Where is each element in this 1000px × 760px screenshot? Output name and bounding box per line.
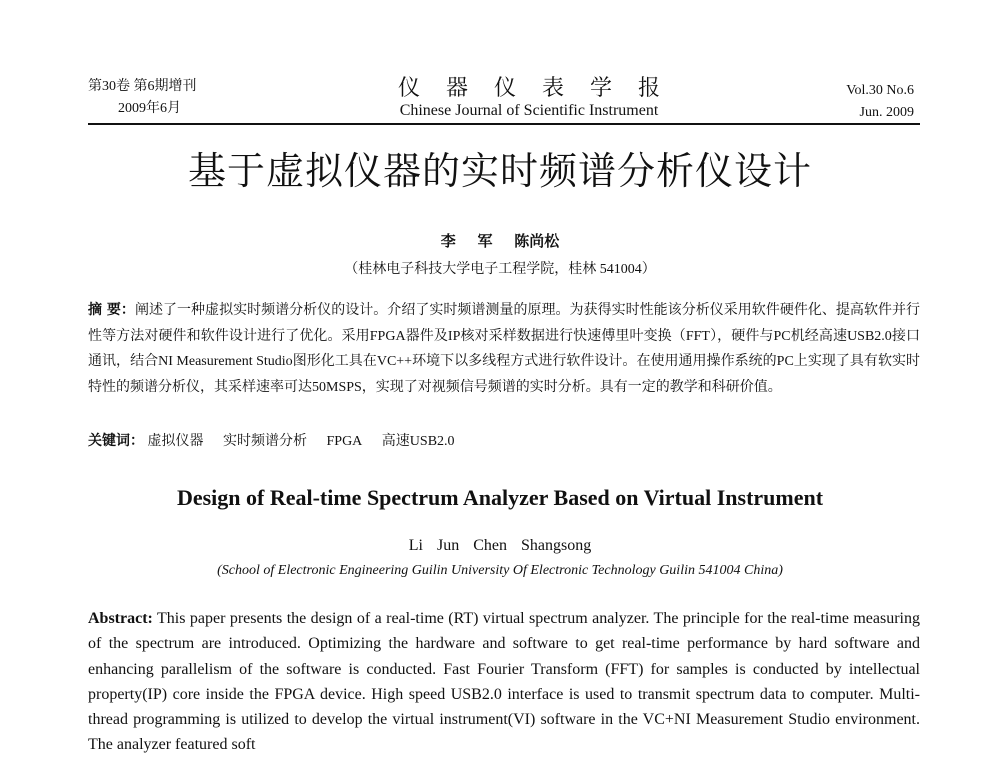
keywords-cn	[88, 430, 920, 453]
journal-name-en: Chinese Journal of Scientific Instrument	[399, 102, 659, 119]
keywords-cn-label: 关键词：	[88, 433, 144, 449]
keyword: 实时频谱分析	[223, 434, 307, 449]
abstract-cn	[88, 298, 920, 400]
keyword: 高速USB2.0	[381, 434, 455, 449]
authors-en: Li Jun Chen Shangsong	[408, 537, 592, 554]
keyword: 虚拟仪器	[147, 434, 204, 449]
journal-name-cn: 仪器仪表学报	[397, 75, 686, 100]
volume-issue-en: Vol.30 No.6	[846, 83, 914, 98]
journal-header	[88, 76, 920, 124]
paper-title-en: Design of Real-time Spectrum Analyzer Based on Virtual Instrument	[176, 485, 824, 510]
abstract-en	[88, 606, 920, 758]
volume-info	[88, 76, 197, 120]
affiliation-en: (School of Electronic Engineering Guilin University Of Electronic Technology Guilin 541004 China)	[217, 563, 783, 578]
header-divider	[88, 123, 920, 125]
issue-date-cn: 2009年6月	[118, 101, 181, 116]
abstract-cn-label: 摘 要：	[88, 302, 135, 318]
abstract-en-label: Abstract:	[88, 610, 153, 627]
keyword: FPGA	[326, 434, 363, 449]
abstract-en-text: This paper presents the design of a real-time (RT) virtual spectrum analyzer. The principle for the real-time measuring of the spectrum are introduced. Optimizing the hardware and software to get real-time performance by hard software and enhancing parallelism of the software is conducted. Fast Fourier Transform (FFT) for samples is conducted by intellectual property(IP) core inside the FPGA device. High speed USB2.0 interface is used to transmit spectrum data to computer. Multi-thread programming is utilized to develop the virtual instrument(VI) software in the VC+NI Measurement Studio environment. The analyzer featured soft	[88, 610, 920, 754]
issue-date-en: Jun. 2009	[859, 105, 914, 120]
journal-name	[376, 75, 686, 122]
volume-info-en	[846, 76, 914, 124]
abstract-cn-text: 阐述了一种虚拟实时频谱分析仪的设计。介绍了实时频谱测量的原理。为获得实时性能该分析仪采用软件硬件化、提高软件并行性等方法对硬件和软件设计进行了优化。采用FPGA器件及IP核对采样数据进行快速傅里叶变换（FFT），硬件与PC机经高速USB2.0接口通讯，结合NI Measurement Studio图形化工具在VC++环境下以多线程方式进行软件设计。在使用通用操作系统的PC上实现了具有软实时特性的频谱分析仪，其采样速率可达50MSPS，实现了对视频信号频谱的实时分析。具有一定的教学和科研价值。	[88, 303, 920, 395]
volume-issue: 第30卷 第6期增刊	[88, 79, 197, 94]
authors-cn: 李 军 陈尚松	[440, 234, 560, 250]
affiliation-cn: （桂林电子科技大学电子工程学院，桂林 541004）	[344, 262, 656, 277]
paper-title-cn: 基于虚拟仪器的实时频谱分析仪设计	[187, 149, 812, 193]
